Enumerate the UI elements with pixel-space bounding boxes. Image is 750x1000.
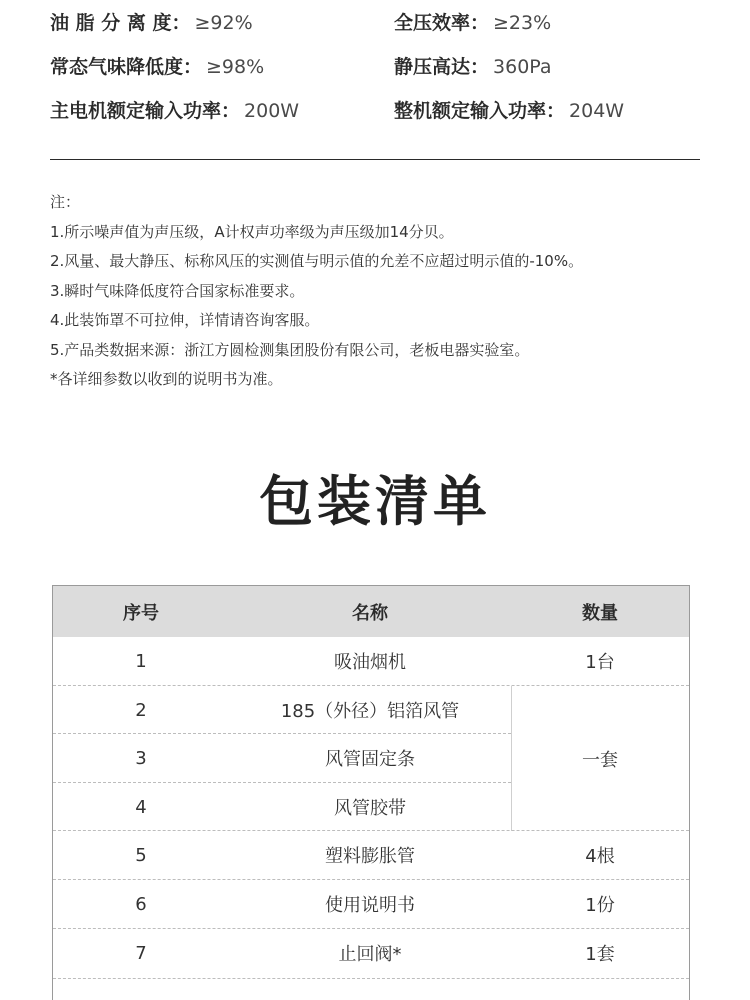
table-row	[53, 880, 689, 928]
packing-table	[52, 585, 690, 1000]
row-qty: 1份	[585, 895, 615, 916]
notes-heading: 注：	[50, 193, 81, 211]
row-name: 185（外径）铝箔风管	[280, 701, 460, 722]
note-line: 3.瞬时气味降低度符合国家标准要求。	[50, 281, 305, 300]
row-separator	[53, 978, 689, 979]
spec-motor-power	[50, 96, 299, 140]
spec-static-pressure	[394, 52, 552, 96]
spec-value: ≥92%	[194, 12, 253, 34]
spec-label: 整机额定输入功率：	[394, 100, 566, 122]
row-name: 风管固定条	[325, 749, 415, 770]
spec-total-power	[394, 96, 624, 140]
merged-qty-cell: 一套	[582, 749, 618, 771]
spec-odor-reduction	[50, 52, 264, 96]
row-index: 1	[135, 650, 147, 672]
spec-label: 油 脂 分 离 度：	[50, 12, 191, 34]
spec-grease-separation	[50, 8, 253, 52]
header-index: 序号	[123, 602, 159, 624]
table-row	[53, 637, 689, 685]
section-divider	[50, 159, 700, 160]
row-index: 5	[135, 844, 147, 866]
table-row	[53, 831, 689, 879]
spec-value: 360Pa	[493, 56, 552, 78]
note-line: *各详细参数以收到的说明书为准。	[50, 370, 283, 388]
spec-label: 主电机额定输入功率：	[50, 100, 241, 122]
header-name: 名称	[352, 602, 388, 624]
note-line: 1.所示噪声值为声压级，A计权声功率级为声压级加14分贝。	[50, 222, 454, 241]
spec-row	[50, 96, 700, 140]
row-name: 使用说明书	[325, 895, 415, 916]
row-index: 3	[135, 747, 147, 769]
spec-label: 全压效率：	[394, 12, 490, 34]
row-index: 6	[135, 893, 147, 915]
row-name: 止回阀*	[338, 944, 402, 965]
row-qty: 1套	[585, 944, 615, 965]
notes-section	[50, 188, 730, 395]
row-name: 塑料膨胀管	[325, 846, 415, 867]
table-row	[53, 929, 689, 977]
spec-value: ≥98%	[206, 56, 265, 78]
spec-list	[50, 8, 700, 140]
row-qty: 1台	[585, 652, 615, 673]
row-qty: 4根	[585, 846, 615, 867]
table-header	[53, 586, 689, 637]
spec-value: 200W	[244, 100, 300, 122]
row-index: 2	[135, 699, 147, 721]
spec-label: 常态气味降低度：	[50, 56, 203, 78]
row-name: 风管胶带	[334, 798, 406, 819]
note-line: 4.此装饰罩不可拉伸，详情请咨询客服。	[50, 311, 320, 329]
packing-list-title: 包装清单	[259, 470, 491, 533]
spec-total-pressure-efficiency	[394, 8, 551, 52]
spec-value: 204W	[569, 100, 625, 122]
note-line: 5.产品类数据来源：浙江方圆检测集团股份有限公司，老板电器实验室。	[50, 340, 530, 359]
note-line: 2.风量、最大静压、标称风压的实测值与明示值的允差不应超过明示值的-10%。	[50, 252, 584, 270]
row-name: 吸油烟机	[334, 652, 406, 673]
spec-value: ≥23%	[493, 12, 552, 34]
row-index: 7	[135, 942, 147, 964]
spec-label: 静压高达：	[394, 56, 490, 78]
header-qty: 数量	[582, 602, 618, 624]
spec-row	[50, 8, 700, 52]
spec-row	[50, 52, 700, 96]
row-index: 4	[135, 796, 147, 818]
